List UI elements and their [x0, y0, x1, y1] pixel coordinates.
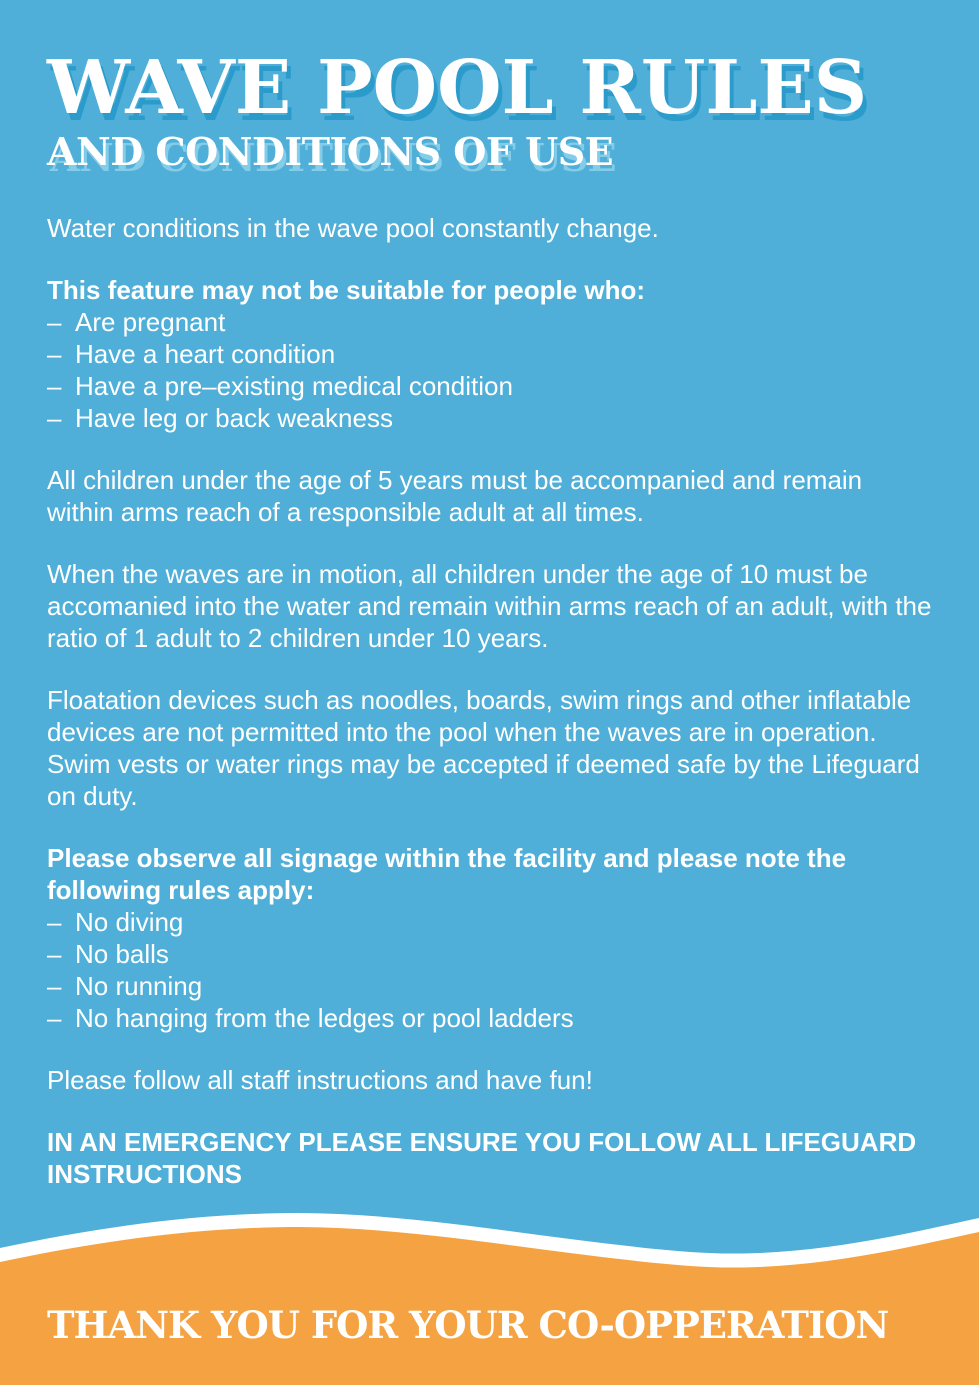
suitability-section — [47, 274, 932, 434]
list-item — [47, 906, 932, 938]
list-item-text: Have a pre–existing medical condition — [75, 370, 513, 401]
list-item-text: Have leg or back weakness — [75, 402, 393, 433]
rules-content — [0, 212, 979, 1190]
floatation-devices-paragraph: Floatation devices such as noodles, boards, swim rings and other inflatable devices are not permitted into the pool when the waves are in operation. Swim vests or water rings may be accepted if deemed safe by the Lifeguard on duty. — [47, 684, 920, 811]
list-item — [47, 370, 932, 402]
page-title: WAVE POOL RULES — [47, 45, 868, 131]
list-item-text: No running — [75, 970, 203, 1001]
dash-bullet: – — [47, 370, 62, 401]
list-item-text: No diving — [75, 906, 184, 937]
list-item — [47, 970, 932, 1002]
staff-instructions-paragraph: Please follow all staff instructions and have fun! — [47, 1064, 593, 1095]
dash-bullet: – — [47, 402, 62, 433]
children-under-5-paragraph: All children under the age of 5 years must be accompanied and remain within arms reach of a responsible adult at all times. — [47, 464, 863, 527]
intro-paragraph: Water conditions in the wave pool constantly change. — [47, 212, 659, 243]
dash-bullet: – — [47, 338, 62, 369]
poster-footer — [0, 1185, 979, 1385]
list-item-text: No hanging from the ledges or pool ladders — [75, 1002, 574, 1033]
list-item — [47, 402, 932, 434]
suitability-list — [47, 306, 932, 434]
suitability-heading: This feature may not be suitable for people who: — [47, 274, 646, 305]
dash-bullet: – — [47, 1002, 62, 1033]
poster-header — [0, 0, 979, 172]
list-item-text: Are pregnant — [75, 306, 226, 337]
page-subtitle: AND CONDITIONS OF USE — [47, 128, 614, 174]
emergency-notice: IN AN EMERGENCY PLEASE ENSURE YOU FOLLOW ALL LIFEGUARD INSTRUCTIONS — [47, 1126, 917, 1189]
dash-bullet: – — [47, 906, 62, 937]
signage-heading: Please observe all signage within the facility and please note the following rules apply: — [47, 842, 847, 905]
list-item — [47, 938, 932, 970]
dash-bullet: – — [47, 306, 62, 337]
dash-bullet: – — [47, 938, 62, 969]
wave-graphic — [0, 1185, 979, 1385]
dash-bullet: – — [47, 970, 62, 1001]
footer-message: THANK YOU FOR YOUR CO-OPPERATION — [47, 1303, 889, 1347]
list-item — [47, 338, 932, 370]
signage-section — [47, 842, 932, 1034]
children-under-10-paragraph: When the waves are in motion, all children under the age of 10 must be accomanied into the water and remain within arms reach of an adult, with the ratio of 1 adult to 2 children under 10 years. — [47, 558, 932, 653]
list-item — [47, 1002, 932, 1034]
list-item-text: Have a heart condition — [75, 338, 336, 369]
list-item-text: No balls — [75, 938, 169, 969]
list-item — [47, 306, 932, 338]
signage-list — [47, 906, 932, 1034]
